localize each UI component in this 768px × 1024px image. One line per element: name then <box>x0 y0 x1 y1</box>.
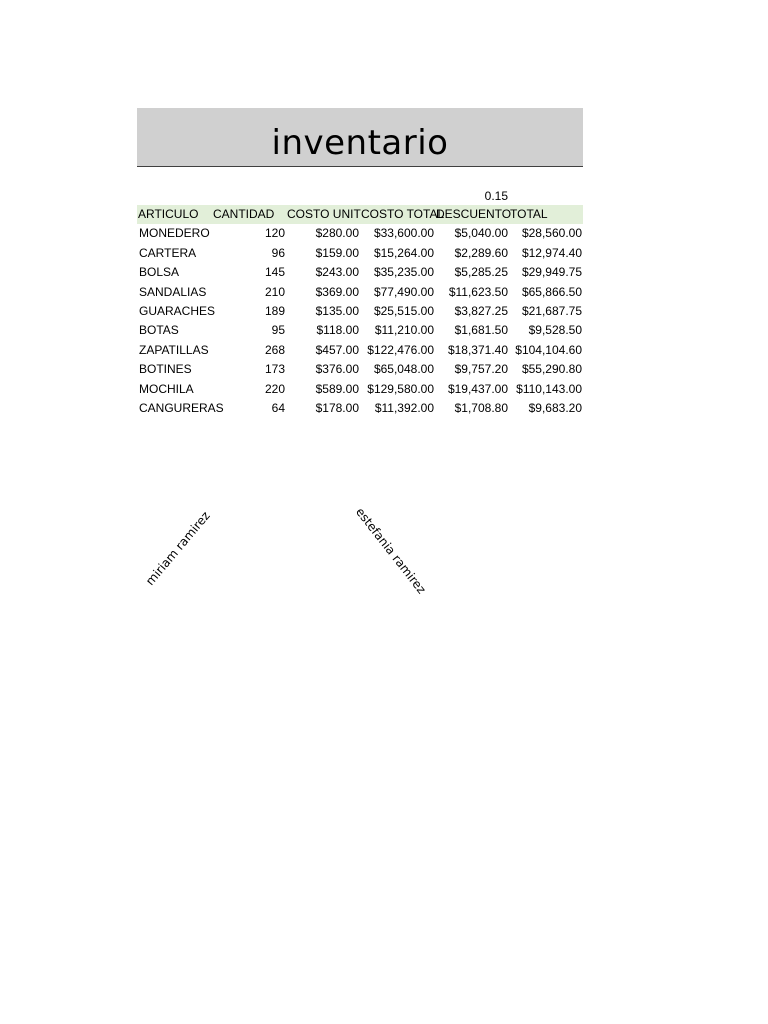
sheet-title: inventario <box>271 123 449 163</box>
inventory-table <box>137 205 583 418</box>
cell-total[interactable]: $104,104.60 <box>515 342 582 357</box>
cell-total[interactable]: $65,866.50 <box>521 284 582 299</box>
cell-total[interactable]: $21,687.75 <box>521 303 582 318</box>
cell-descuento[interactable]: $19,437.00 <box>447 381 508 396</box>
header-costo-total[interactable]: COSTO TOTAL <box>361 207 445 221</box>
signature-miriam: miriam ramirez <box>143 508 213 588</box>
cell-articulo[interactable]: BOLSA <box>139 265 180 280</box>
cell-costo-total[interactable]: $15,264.00 <box>373 245 434 260</box>
table-row <box>137 321 583 340</box>
cell-cantidad[interactable]: 220 <box>264 381 285 396</box>
cell-costo-unit[interactable]: $243.00 <box>315 265 359 280</box>
table-body <box>137 224 583 418</box>
cell-cantidad[interactable]: 210 <box>264 284 285 299</box>
table-row <box>137 224 583 243</box>
signature-estefania: estefania ramirez <box>352 505 429 597</box>
cell-descuento[interactable]: $1,708.80 <box>454 400 508 415</box>
cell-costo-total[interactable]: $33,600.00 <box>373 226 434 241</box>
cell-costo-unit[interactable]: $178.00 <box>315 400 359 415</box>
cell-costo-total[interactable]: $11,210.00 <box>374 323 434 338</box>
header-cantidad[interactable]: CANTIDAD <box>213 207 275 221</box>
cell-costo-unit[interactable]: $159.00 <box>315 245 359 260</box>
table-row <box>137 302 583 321</box>
table-row <box>137 360 583 379</box>
header-articulo[interactable]: ARTICULO <box>138 207 199 221</box>
cell-costo-total[interactable]: $35,235.00 <box>373 265 434 280</box>
cell-articulo[interactable]: BOTAS <box>139 323 179 338</box>
cell-costo-total[interactable]: $11,392.00 <box>374 400 434 415</box>
cell-descuento[interactable]: $5,285.25 <box>454 265 508 280</box>
cell-costo-unit[interactable]: $376.00 <box>315 362 359 377</box>
cell-cantidad[interactable]: 268 <box>264 342 285 357</box>
cell-costo-total[interactable]: $77,490.00 <box>373 284 434 299</box>
cell-cantidad[interactable]: 173 <box>264 362 285 377</box>
cell-costo-total[interactable]: $129,580.00 <box>367 381 434 396</box>
cell-articulo[interactable]: MOCHILA <box>139 381 194 396</box>
table-row <box>137 283 583 302</box>
cell-cantidad[interactable]: 95 <box>271 323 285 338</box>
cell-costo-unit[interactable]: $118.00 <box>316 323 359 338</box>
cell-descuento[interactable]: $2,289.60 <box>454 245 508 260</box>
cell-articulo[interactable]: GUARACHES <box>139 303 216 318</box>
cell-costo-unit[interactable]: $589.00 <box>315 381 359 396</box>
cell-articulo[interactable]: CANGURERAS <box>139 400 224 415</box>
cell-costo-unit[interactable]: $457.00 <box>315 342 359 357</box>
table-row <box>137 341 583 360</box>
cell-costo-total[interactable]: $65,048.00 <box>373 362 434 377</box>
cell-cantidad[interactable]: 189 <box>264 303 285 318</box>
cell-descuento[interactable]: $3,827.25 <box>454 303 508 318</box>
cell-articulo[interactable]: MONEDERO <box>139 226 210 241</box>
cell-total[interactable]: $55,290.80 <box>521 362 582 377</box>
header-descuento[interactable]: DESCUENTO <box>436 207 512 221</box>
discount-rate-cell[interactable]: 0.15 <box>484 189 508 203</box>
table-row <box>137 399 583 418</box>
table-row <box>137 244 583 263</box>
cell-articulo[interactable]: SANDALIAS <box>139 284 207 299</box>
title-banner <box>137 108 583 167</box>
cell-total[interactable]: $9,528.50 <box>528 323 582 338</box>
cell-total[interactable]: $29,949.75 <box>521 265 582 280</box>
cell-costo-total[interactable]: $122,476.00 <box>367 342 434 357</box>
cell-total[interactable]: $110,143.00 <box>516 381 582 396</box>
cell-total[interactable]: $9,683.20 <box>528 400 582 415</box>
cell-cantidad[interactable]: 96 <box>271 245 285 260</box>
cell-total[interactable]: $12,974.40 <box>521 245 582 260</box>
header-total[interactable]: TOTAL <box>510 207 548 221</box>
cell-cantidad[interactable]: 120 <box>264 226 285 241</box>
cell-articulo[interactable]: BOTINES <box>139 362 192 377</box>
cell-cantidad[interactable]: 64 <box>271 400 285 415</box>
cell-costo-unit[interactable]: $280.00 <box>315 226 359 241</box>
cell-costo-unit[interactable]: $135.00 <box>315 303 359 318</box>
cell-descuento[interactable]: $18,371.40 <box>447 342 508 357</box>
cell-costo-total[interactable]: $25,515.00 <box>373 303 434 318</box>
table-row <box>137 380 583 399</box>
cell-articulo[interactable]: ZAPATILLAS <box>139 342 209 357</box>
cell-descuento[interactable]: $9,757.20 <box>454 362 508 377</box>
cell-cantidad[interactable]: 145 <box>264 265 285 280</box>
cell-total[interactable]: $28,560.00 <box>521 226 582 241</box>
header-costo-unit[interactable]: COSTO UNIT <box>287 207 361 221</box>
cell-costo-unit[interactable]: $369.00 <box>315 284 359 299</box>
table-row <box>137 263 583 282</box>
cell-descuento[interactable]: $11,623.50 <box>448 284 508 299</box>
header-row <box>137 205 583 224</box>
cell-descuento[interactable]: $1,681.50 <box>454 323 508 338</box>
cell-articulo[interactable]: CARTERA <box>139 245 197 260</box>
cell-descuento[interactable]: $5,040.00 <box>454 226 508 241</box>
